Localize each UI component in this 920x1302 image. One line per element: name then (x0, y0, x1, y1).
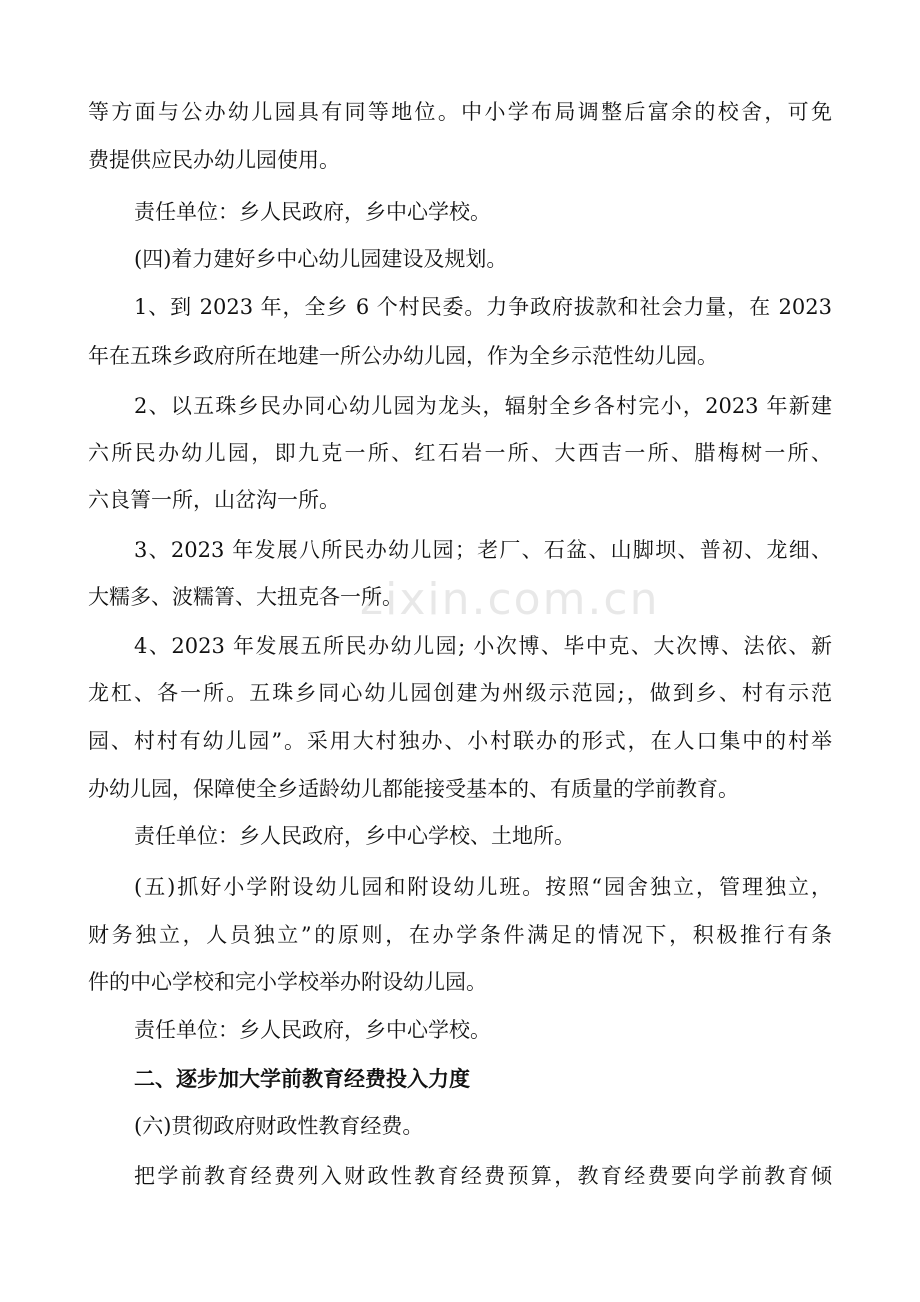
paragraph-line: 园、村村有幼儿园”。采用大村独办、小村联办的形式，在人口集中的村举 (88, 729, 832, 753)
responsibility-line: 责任单位：乡人民政府，乡中心学校。 (134, 1018, 491, 1042)
section-heading: (六)贯彻政府财政性教育经费。 (134, 1114, 424, 1138)
paragraph-line: 财务独立，人员独立”的原则，在办学条件满足的情况下，积极推行有条 (88, 923, 832, 947)
paragraph-line: 办幼儿园，保障使全乡适龄幼儿都能接受基本的、有质量的学前教育。 (88, 777, 739, 801)
paragraph-line: 六良箐一所，山岔沟一所。 (88, 488, 340, 512)
paragraph-line: 2、以五珠乡民办同心幼儿园为龙头，辐射全乡各村完小，2023 年新建 (134, 394, 832, 418)
section-heading: (五)抓好小学附设幼儿园和附设幼儿班。按照“园舍独立，管理独立， (134, 875, 832, 899)
paragraph-line: 费提供应民办幼儿园使用。 (88, 148, 340, 172)
paragraph-line: 把学前教育经费列入财政性教育经费预算，教育经费要向学前教育倾 (134, 1164, 832, 1188)
paragraph-line: 4、2023 年发展五所民办幼儿园; 小次博、毕中克、大次博、法依、新 (134, 634, 832, 658)
section-heading: (四)着力建好乡中心幼儿园建设及规划。 (134, 247, 508, 271)
paragraph-line: 年在五珠乡政府所在地建一所公办幼儿园，作为全乡示范性幼儿园。 (88, 344, 718, 368)
responsibility-line: 责任单位：乡人民政府，乡中心学校、土地所。 (134, 824, 575, 848)
paragraph-line: 等方面与公办幼儿园具有同等地位。中小学布局调整后富余的校舍，可免 (88, 100, 832, 124)
paragraph-line: 件的中心学校和完小学校举办附设幼儿园。 (88, 970, 487, 994)
paragraph-line: 龙杠、各一所。五珠乡同心幼儿园创建为州级示范园;，做到乡、村有示范 (88, 681, 832, 705)
paragraph-line: 3、2023 年发展八所民办幼儿园；老厂、石盆、山脚坝、普初、龙细、 (134, 538, 832, 562)
chapter-heading: 二、逐步加大学前教育经费投入力度 (134, 1067, 470, 1091)
paragraph-line: 1、到 2023 年，全乡 6 个村民委。力争政府拔款和社会力量，在 2023 (134, 295, 832, 319)
responsibility-line: 责任单位：乡人民政府，乡中心学校。 (134, 200, 491, 224)
paragraph-line: 大糯多、波糯箐、大扭克各一所。 (88, 585, 403, 609)
paragraph-line: 六所民办幼儿园，即九克一所、红石岩一所、大西吉一所、腊梅树一所、 (88, 441, 832, 465)
watermark: zixin.com.cn (360, 574, 660, 625)
